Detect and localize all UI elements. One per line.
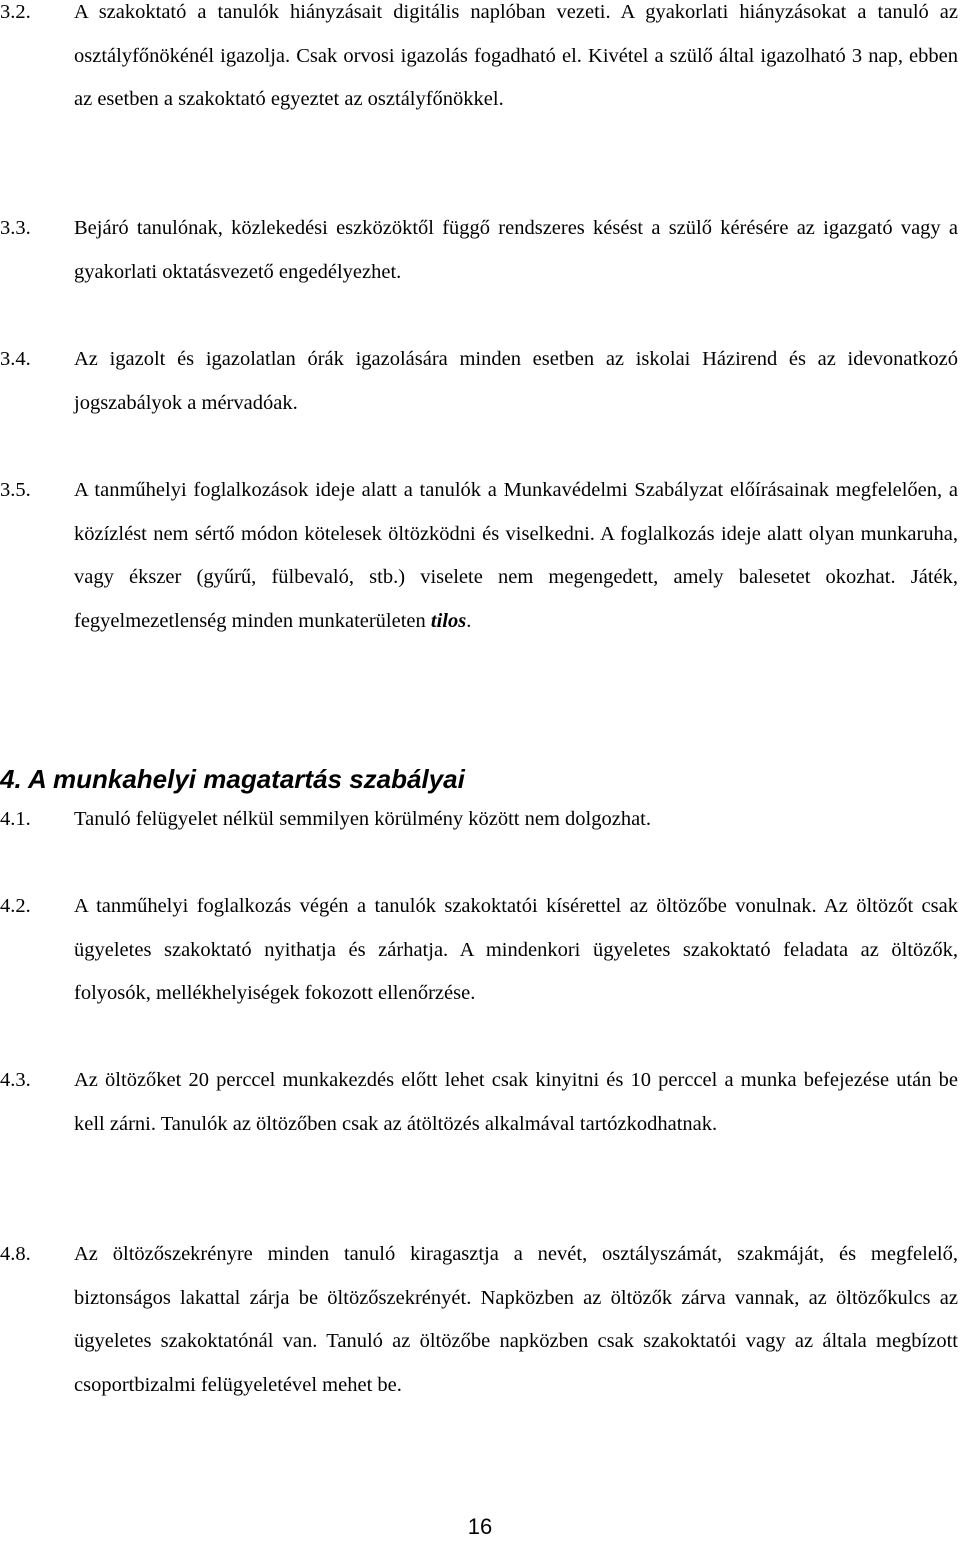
paragraph-number: 4.3. <box>0 1069 31 1091</box>
paragraph-tail: . <box>466 609 472 632</box>
paragraph-text: A szakoktató a tanulók hiányzásait digitális naplóban vezeti. A gyakorlati hiányzásokat a tanuló az osztályfőnökénél igazolja. Csak orvosi igazolás fogadható el. Kivétel a szülő által igazolható 3 nap, ebben az esetben a szakoktató egyeztet az osztályfőnökkel. <box>74 1 958 110</box>
paragraph-3-5 <box>0 469 958 643</box>
paragraph-4-3 <box>0 1059 958 1146</box>
paragraph-number: 3.2. <box>0 1 31 23</box>
paragraph-3-2 <box>0 0 958 122</box>
paragraph-text: Az igazolt és igazolatlan órák igazolására minden esetben az iskolai Házirend és az idevonatkozó jogszabályok a mérvadóak. <box>74 348 958 414</box>
paragraph-text <box>74 469 958 643</box>
section-heading: 4. A munkahelyi magatartás szabályai <box>0 764 465 794</box>
paragraph-text: Tanuló felügyelet nélkül semmilyen körülmény között nem dolgozhat. <box>74 808 651 830</box>
paragraph-4-8 <box>0 1233 958 1407</box>
paragraph-number: 4.8. <box>0 1243 31 1265</box>
paragraph-3-3 <box>0 207 958 294</box>
paragraph-number: 3.3. <box>0 217 31 239</box>
page-number: 16 <box>467 1514 493 1539</box>
paragraph-text: A tanműhelyi foglalkozás végén a tanulók szakoktatói kísérettel az öltözőbe vonulnak. Az öltözőt csak ügyeletes szakoktató nyithatja és zárhatja. A mindenkori ügyeletes szakoktató feladata az öltözők, folyosók, mellékhelyiségek fokozott ellenőrzése. <box>74 895 958 1004</box>
paragraph-text: Bejáró tanulónak, közlekedési eszközöktől függő rendszeres késést a szülő kérésére az igazgató vagy a gyakorlati oktatásvezető engedélyezhet. <box>74 217 958 283</box>
paragraph-text: Az öltözőszekrényre minden tanuló kiragasztja a nevét, osztályszámát, szakmáját, és megfelelő, biztonságos lakattal zárja be öltözőszekrényét. Napközben az öltözők zárva vannak, az öltözőkulcs az ügyeletes szakoktatónál van. Tanuló az öltözőbe napközben csak szakoktatói vagy az általa megbízott csoportbizalmi felügyeletével mehet be. <box>74 1243 958 1396</box>
paragraph-4-1 <box>0 798 958 842</box>
emphasized-word: tilos <box>430 609 467 632</box>
paragraph-body: A tanműhelyi foglalkozások ideje alatt a tanulók a Munkavédelmi Szabályzat előírásainak megfelelően, a közízlést nem sértő módon kötelesek öltözködni és viselkedni. A foglalkozás ideje alatt olyan munkaruha, vagy ékszer (gyűrű, fülbevaló, stb.) viselete nem megengedett, amely balesetet okozhat. Játék, fegyelmezetlenség minden munkaterületen <box>74 479 958 632</box>
paragraph-4-2 <box>0 885 958 1016</box>
paragraph-number: 3.5. <box>0 479 31 501</box>
paragraph-text: Az öltözőket 20 perccel munkakezdés előtt lehet csak kinyitni és 10 perccel a munka befejezése után be kell zárni. Tanulók az öltözőben csak az átöltözés alkalmával tartózkodhatnak. <box>74 1069 958 1135</box>
paragraph-3-4 <box>0 338 958 425</box>
paragraph-number: 4.1. <box>0 808 31 830</box>
paragraph-number: 4.2. <box>0 895 31 917</box>
paragraph-number: 3.4. <box>0 348 31 370</box>
